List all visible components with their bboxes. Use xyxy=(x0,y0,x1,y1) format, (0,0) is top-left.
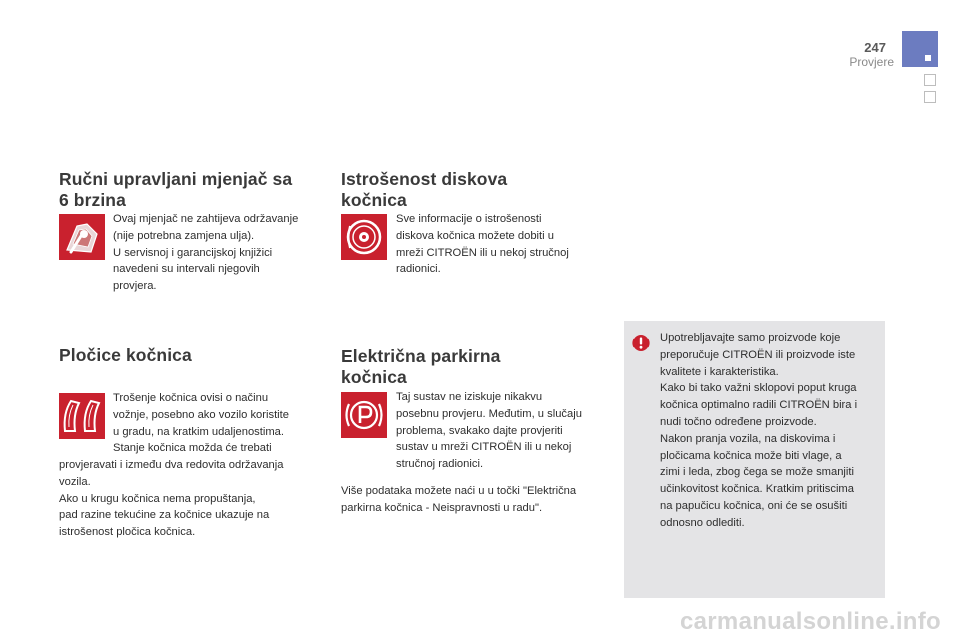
gearbox-heading-line: 6 brzina xyxy=(59,190,126,210)
text-line: Stanje kočnica možda će trebati xyxy=(113,442,272,455)
text-line: u gradu, na kratkim udaljenostima. xyxy=(113,425,285,438)
text-line: Sve informacije o istrošenosti xyxy=(396,213,542,225)
parking-brake-heading xyxy=(341,346,500,388)
text-line: zimi i leda, zbog čega se može smanjiti xyxy=(660,466,855,479)
discs-heading-line: kočnica xyxy=(341,190,407,210)
text-line: stručnoj radionici. xyxy=(396,458,484,471)
text-line: pad razine tekućine za kočnice ukazuje na xyxy=(59,509,270,522)
pads-heading: Pločice kočnica xyxy=(59,345,192,365)
text-line: diskova kočnica možete dobiti u xyxy=(396,229,554,242)
gearbox-heading-line: Ručni upravljani mjenjač sa xyxy=(59,169,293,189)
text-line: na papučicu kočnica, oni će se osušiti xyxy=(660,499,848,512)
discs-heading-line: Istrošenost diskova xyxy=(341,169,508,189)
text-line: parkirna kočnica - Neispravnosti u radu". xyxy=(341,501,543,514)
text-line: Taj sustav ne iziskuje nikakvu xyxy=(396,391,543,403)
pads-text-indented xyxy=(113,390,289,457)
text-line: Kako bi tako važni sklopovi poput kruga xyxy=(660,382,857,395)
text-line: Trošenje kočnica ovisi o načinu xyxy=(113,392,269,404)
parking-brake-text xyxy=(396,389,582,473)
text-line: Ovaj mjenjač ne zahtijeva održavanje xyxy=(113,213,299,225)
chapter-tab-empty-1[interactable] xyxy=(924,74,936,86)
text-line: U servisnoj i garancijskoj knjižici xyxy=(113,246,273,259)
text-line: mreži CITROËN ili u nekoj stručnoj xyxy=(396,246,569,259)
text-line: posebnu provjeru. Međutim, u slučaju xyxy=(396,407,582,420)
pads-text-full xyxy=(59,457,284,541)
parking-brake-icon xyxy=(341,392,387,438)
text-line: vozila. xyxy=(59,475,91,488)
warning-icon xyxy=(632,334,650,357)
text-line: (nije potrebna zamjena ulja). xyxy=(113,229,255,242)
watermark: carmanualsonline.info xyxy=(680,608,942,635)
text-line: Više podataka možete naći u u točki "Električna xyxy=(341,485,577,497)
text-line: nudi točno određene proizvode. xyxy=(660,415,817,428)
gearbox-text xyxy=(113,211,298,295)
text-line: radionici. xyxy=(396,263,441,276)
discs-heading xyxy=(341,169,507,211)
parking-brake-heading-line: Električna parkirna xyxy=(341,346,501,366)
brake-disc-icon xyxy=(341,214,387,260)
text-line: kočnica optimalno radili CITROËN bira i xyxy=(660,399,858,412)
text-line: problema, svakako dajte provjeriti xyxy=(396,424,563,437)
text-line: Ako u krugu kočnica nema propuštanja, xyxy=(59,492,256,505)
text-line: navedeni su intervali njegovih xyxy=(113,263,260,276)
text-line: istrošenost pločica kočnica. xyxy=(59,526,196,539)
brake-pads-icon xyxy=(59,393,105,439)
chapter-tab-marker xyxy=(925,55,931,61)
text-line: pločicama kočnica može biti vlage, a xyxy=(660,449,842,462)
discs-text xyxy=(396,211,569,278)
text-line: Upotrebljavajte samo proizvode koje xyxy=(660,332,841,344)
page-number: 247 xyxy=(864,40,886,55)
text-line: Nakon pranja vozila, na diskovima i xyxy=(660,432,836,445)
section-title: Provjere xyxy=(849,55,894,69)
text-line: učinkovitost kočnica. Kratkim pritiscima xyxy=(660,483,854,496)
gearbox-heading xyxy=(59,169,292,211)
chapter-tab[interactable] xyxy=(902,31,938,67)
text-line: odnosno odlediti. xyxy=(660,516,745,529)
text-line: provjeravati i između dva redovita održavanja xyxy=(59,459,284,471)
parking-brake-note xyxy=(341,483,576,517)
text-line: sustav u mreži CITROËN ili u nekoj xyxy=(396,441,572,454)
parking-brake-heading-line: kočnica xyxy=(341,367,407,387)
text-line: preporučuje CITROËN ili proizvode iste xyxy=(660,348,856,361)
chapter-tab-empty-2[interactable] xyxy=(924,91,936,103)
text-line: provjera. xyxy=(113,280,157,293)
info-panel-text xyxy=(660,330,857,532)
text-line: vožnje, posebno ako vozilo koristite xyxy=(113,408,289,421)
gear-lever-icon xyxy=(59,214,105,260)
text-line: kvalitete i karakteristika. xyxy=(660,365,779,378)
